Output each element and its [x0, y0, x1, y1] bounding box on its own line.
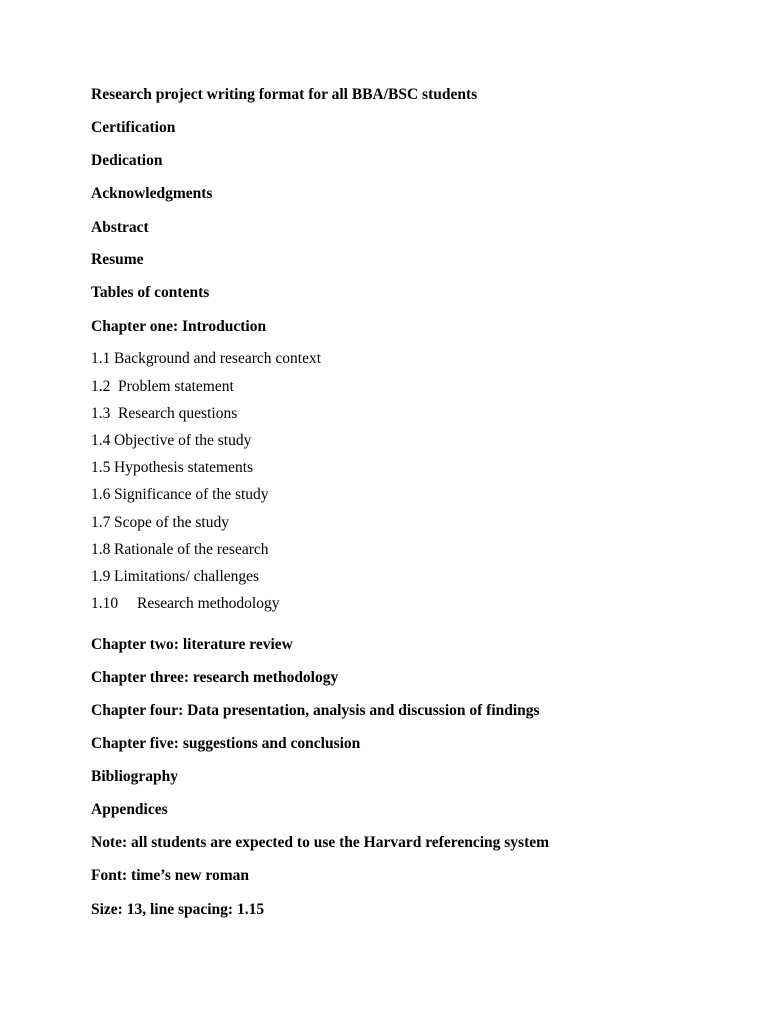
section-number: 1.8: [91, 541, 111, 558]
section-text: Research methodology: [137, 595, 280, 612]
section-text: Problem statement: [118, 378, 234, 395]
heading-bibliography: Bibliography: [91, 768, 178, 785]
section-item: [91, 431, 251, 451]
section-number: 1.4: [91, 432, 111, 449]
chapter-four-heading: Chapter four: Data presentation, analysis and discussion of findings: [91, 702, 540, 719]
heading-certification: Certification: [91, 119, 176, 136]
heading-abstract: Abstract: [91, 219, 149, 236]
section-text: Objective of the study: [114, 432, 252, 449]
document-title: Research project writing format for all BBA/BSC students: [91, 86, 478, 103]
section-item: [91, 485, 269, 505]
section-text: Limitations/ challenges: [114, 568, 260, 585]
section-text: Scope of the study: [114, 514, 229, 531]
chapter-one-heading: Chapter one: Introduction: [91, 318, 267, 335]
section-item: [91, 404, 237, 424]
section-number: 1.3: [91, 405, 111, 422]
section-number: 1.2: [91, 378, 111, 395]
section-number: 1.1: [91, 350, 111, 367]
heading-dedication: Dedication: [91, 152, 163, 169]
chapter-two-heading: Chapter two: literature review: [91, 636, 293, 653]
section-item: [91, 349, 321, 369]
section-item: [91, 540, 269, 560]
section-number: 1.9: [91, 568, 111, 585]
heading-resume: Resume: [91, 251, 144, 268]
section-text: Rationale of the research: [114, 541, 269, 558]
section-item: [91, 458, 253, 478]
section-item: [91, 377, 234, 397]
section-item: [91, 567, 259, 587]
chapter-three-heading: Chapter three: research methodology: [91, 669, 339, 686]
heading-appendices: Appendices: [91, 801, 168, 818]
note-referencing: Note: all students are expected to use the Harvard referencing system: [91, 834, 550, 851]
section-text: Research questions: [118, 405, 238, 422]
section-number: 1.6: [91, 486, 111, 503]
section-text: Significance of the study: [114, 486, 269, 503]
heading-table-of-contents: Tables of contents: [91, 284, 210, 301]
section-item: [91, 513, 229, 533]
note-size-spacing: Size: 13, line spacing: 1.15: [91, 901, 265, 918]
section-item: [91, 594, 279, 614]
section-text: Hypothesis statements: [114, 459, 254, 476]
section-text: Background and research context: [114, 350, 322, 367]
section-number: 1.7: [91, 514, 111, 531]
section-number: 1.5: [91, 459, 111, 476]
chapter-five-heading: Chapter five: suggestions and conclusion: [91, 735, 361, 752]
section-number: 1.10: [91, 595, 119, 612]
heading-acknowledgments: Acknowledgments: [91, 185, 213, 202]
note-font: Font: time’s new roman: [91, 867, 249, 884]
